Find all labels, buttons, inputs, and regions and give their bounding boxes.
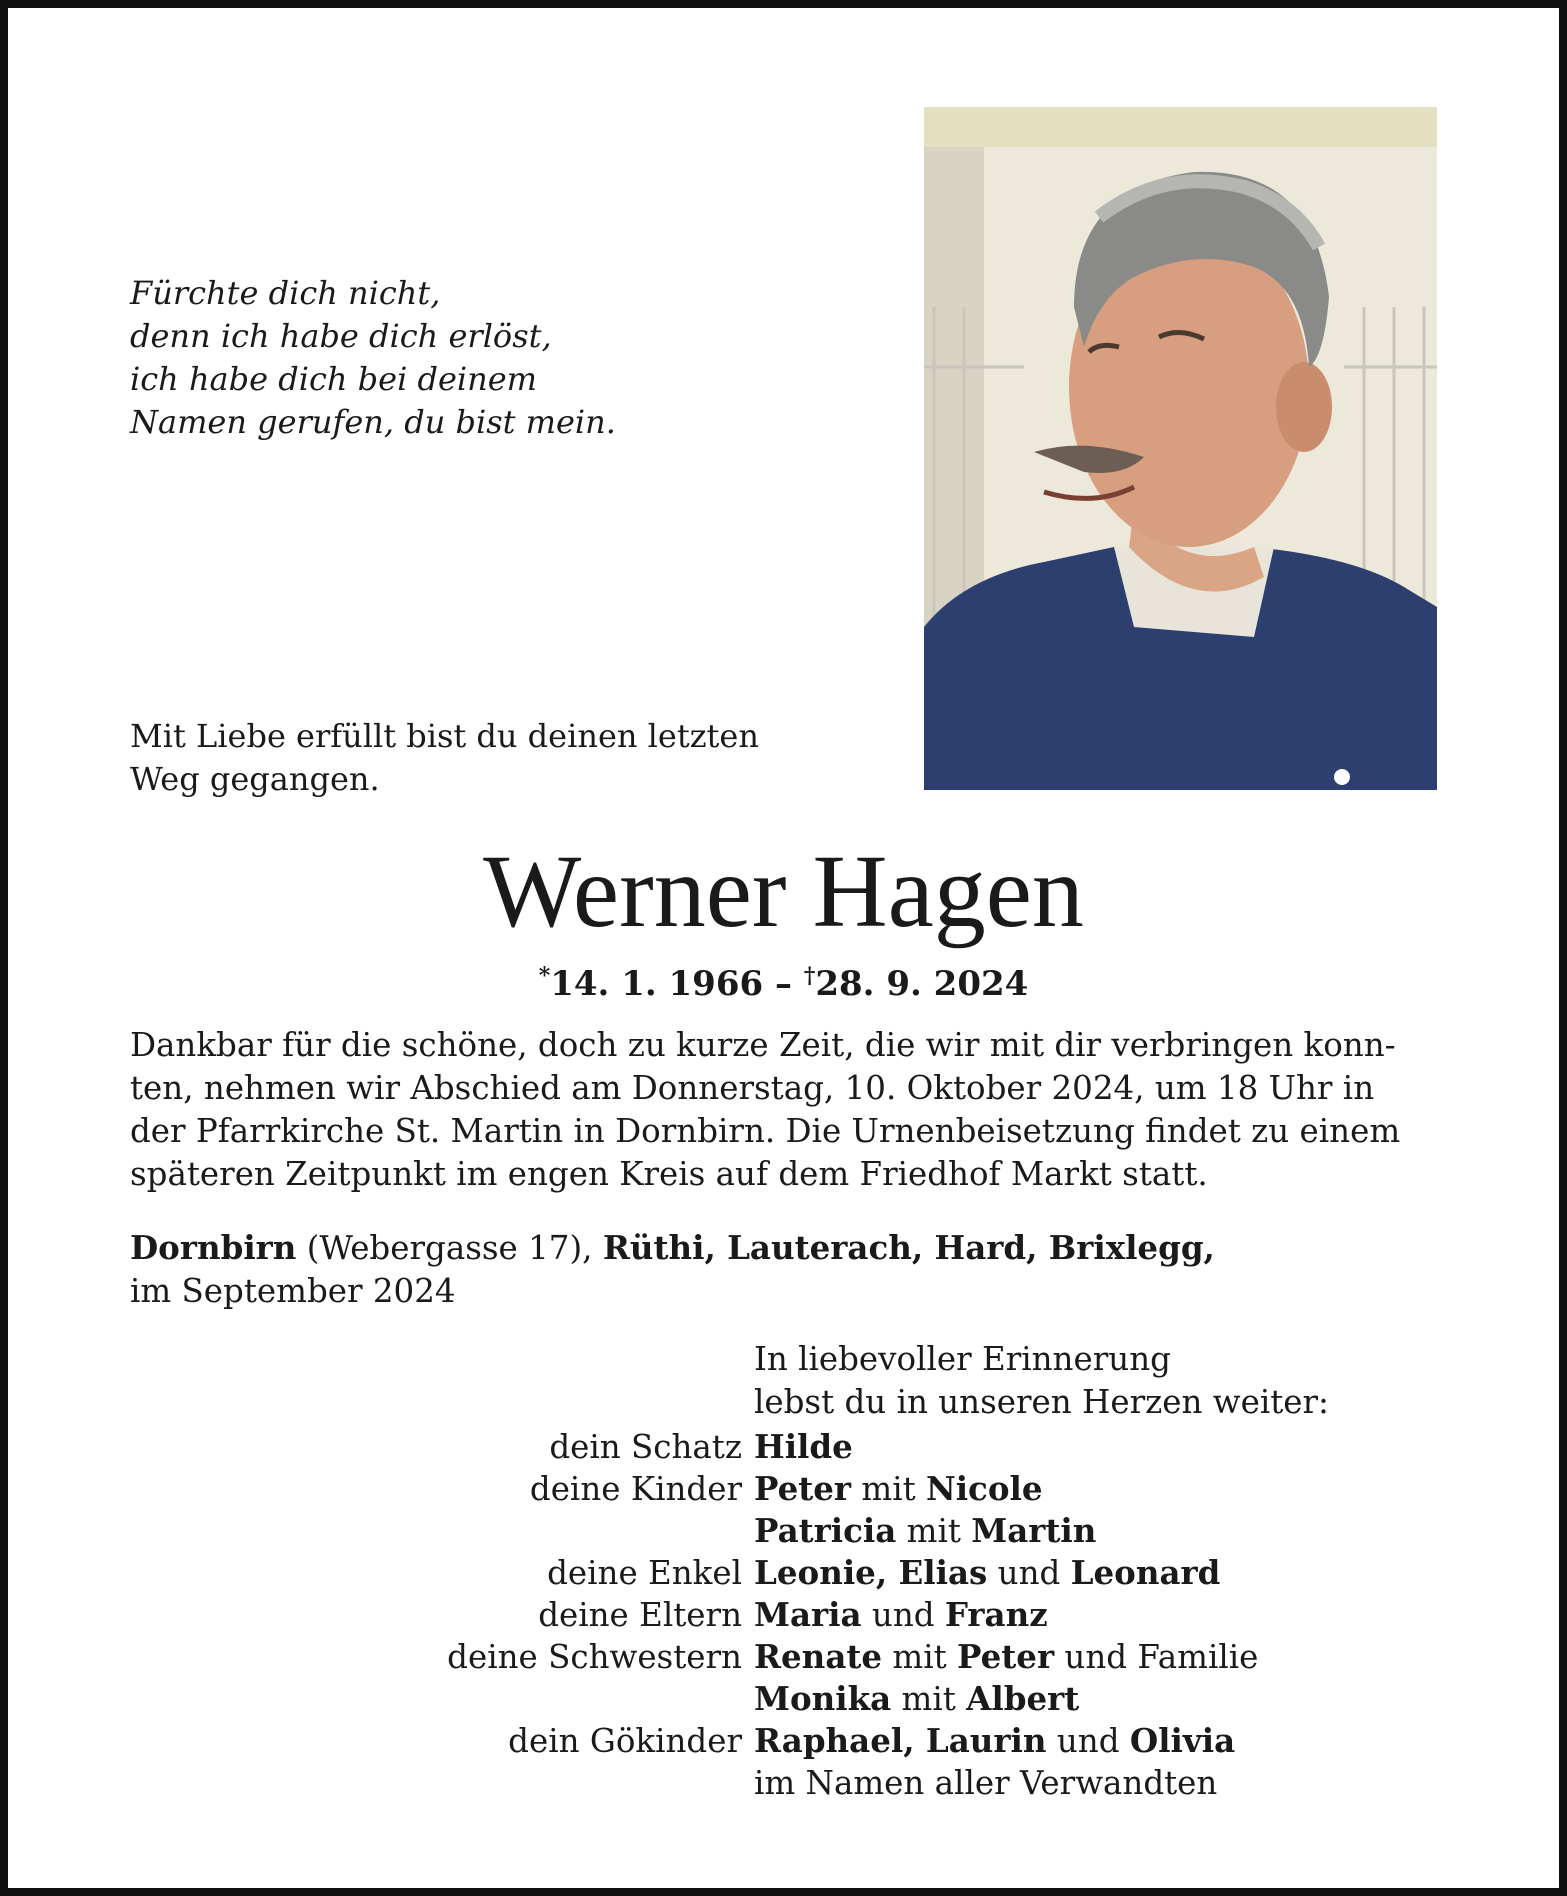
family-relation: dein Schatz [549,1428,742,1466]
place-others: Rüthi, Lauterach, Hard, Brixlegg, [602,1228,1215,1267]
family-relation: deine Schwestern [447,1638,742,1676]
family-row [0,1552,1567,1594]
family-connector: mit [851,1470,926,1508]
family-name: Leonard [1070,1553,1221,1592]
family-name: Olivia [1129,1721,1236,1760]
family-connector: und [987,1554,1071,1592]
family-connector: und [1046,1722,1130,1760]
place-and-date [130,1226,1215,1313]
birth-date: 14. 1. 1966 [550,964,764,1004]
portrait-illustration [924,107,1437,790]
family-connector: mit [896,1512,972,1550]
death-date: 28. 9. 2024 [815,964,1029,1004]
family-name: Patricia [754,1511,897,1550]
verse-line: denn ich habe dich erlöst, [130,317,552,355]
family-relation: dein Gökinder [508,1722,742,1760]
verse-line: Namen gerufen, du bist mein. [130,403,616,441]
family-connector: und Familie [1054,1638,1259,1676]
family-row [0,1510,1567,1552]
birth-symbol: * [538,963,551,989]
love-message [130,715,759,801]
family-row [0,1720,1567,1762]
family-name: Peter [754,1469,852,1508]
family-relation: deine Eltern [538,1596,742,1634]
family-row [0,1426,1567,1468]
announcement-text [130,1024,1400,1196]
family-row [0,1762,1567,1804]
family-name: Leonie, Elias [754,1553,988,1592]
date-separator: – [763,964,804,1004]
deceased-name: Werner Hagen [483,834,1084,949]
announcement-line: ten, nehmen wir Abschied am Donnerstag, 10. Oktober 2024, um 18 Uhr in [130,1069,1375,1107]
family-connector: mit [882,1638,958,1676]
family-connector: mit [891,1680,967,1718]
death-symbol: † [803,963,816,989]
family-name: Martin [971,1511,1097,1550]
place-address: (Webergasse 17), [296,1229,603,1267]
announcement-line: der Pfarrkirche St. Martin in Dornbirn. Die Urnenbeisetzung findet zu einem [130,1112,1401,1150]
verse-line: Fürchte dich nicht, [130,274,441,312]
family-relation: deine Kinder [529,1470,742,1508]
family-row [0,1678,1567,1720]
intro-line: In liebevoller Erinnerung [754,1340,1171,1378]
intro-line: lebst du in unseren Herzen weiter: [754,1383,1329,1421]
family-name: Maria [754,1595,862,1634]
family-row [0,1636,1567,1678]
family-name: Franz [944,1595,1048,1634]
announcement-line: späteren Zeitpunkt im engen Kreis auf dem Friedhof Markt statt. [130,1155,1208,1193]
verse-line: ich habe dich bei deinem [130,360,538,398]
family-name: Albert [966,1679,1080,1718]
family-name: Raphael, Laurin [754,1721,1047,1760]
family-name: Peter [957,1637,1055,1676]
place-town: Dornbirn [130,1228,297,1267]
family-name: Monika [754,1679,892,1718]
family-row [0,1468,1567,1510]
family-row [0,1594,1567,1636]
life-dates [0,954,1567,1006]
family-name: Hilde [754,1427,853,1466]
family-list [0,1426,1567,1804]
love-line: Weg gegangen. [130,760,380,798]
love-line: Mit Liebe erfüllt bist du deinen letzten [130,717,759,755]
announcement-line: Dankbar für die schöne, doch zu kurze Zeit, die wir mit dir verbringen konn- [130,1026,1396,1064]
family-name: Renate [754,1637,883,1676]
family-relation: deine Enkel [547,1554,742,1592]
place-date: im September 2024 [130,1272,456,1310]
family-closing: im Namen aller Verwandten [754,1764,1218,1802]
family-connector: und [861,1596,945,1634]
family-name: Nicole [926,1469,1043,1508]
portrait-photo [924,107,1437,790]
bible-verse [130,272,616,444]
remembrance-intro [754,1338,1329,1424]
